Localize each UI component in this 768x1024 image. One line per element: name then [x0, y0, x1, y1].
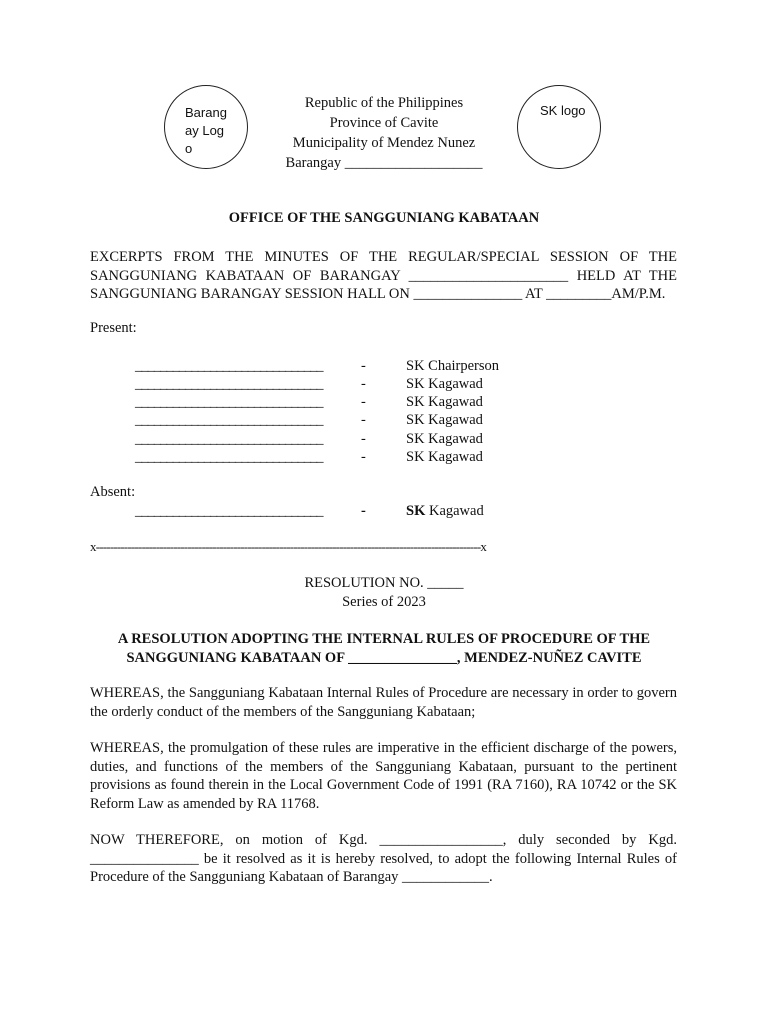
resolution-series: Series of 2023	[342, 594, 426, 610]
signature-line: ______________________________	[135, 431, 323, 447]
header-province: Province of Cavite	[329, 115, 439, 131]
header-republic: Republic of the Philippines	[304, 95, 464, 111]
attendance-dash: -	[361, 503, 366, 519]
header-barangay: Barangay ___________________	[285, 155, 483, 171]
whereas-paragraph-2: WHEREAS, the promulgation of these rules are imperative in the efficient discharge of the powers, duties, and functions of the members of the Sangguniang Kabataan, pursuant to the pertinent provisions as found therein in the Local Government Code of 1991 (RA 7160), RA 10742 or the SK Reform Law as amended by RA 11768.	[90, 740, 677, 812]
signature-line: ______________________________	[135, 449, 323, 465]
absent-row	[0, 503, 768, 521]
signature-line: ______________________________	[135, 503, 323, 519]
absent-position-rest: Kagawad	[425, 503, 484, 519]
signature-line: ______________________________	[135, 412, 323, 428]
barangay-logo-placeholder	[164, 85, 248, 169]
attendance-dash: -	[361, 376, 366, 392]
sk-logo-text: SK logo	[540, 103, 586, 118]
signature-line: ______________________________	[135, 358, 323, 374]
attendance-dash: -	[361, 431, 366, 447]
resolution-title-line1: A RESOLUTION ADOPTING THE INTERNAL RULES OF PROCEDURE OF THE	[117, 631, 651, 647]
attendance-position: SK Kagawad	[406, 449, 483, 465]
attendance-dash: -	[361, 412, 366, 428]
absent-position	[406, 503, 484, 520]
sk-logo-placeholder	[517, 85, 601, 169]
whereas-paragraph-1: WHEREAS, the Sangguniang Kabataan Internal Rules of Procedure are necessary in order to govern the orderly conduct of the members of the Sangguniang Kabataan;	[90, 685, 677, 720]
signature-line: ______________________________	[135, 376, 323, 392]
attendance-row	[0, 358, 768, 376]
resolution-title	[0, 630, 768, 667]
excerpt-paragraph: EXCERPTS FROM THE MINUTES OF THE REGULAR/SPECIAL SESSION OF THE SANGGUNIANG KABATAAN OF BARANGAY ______________________ HELD AT THE SANGGUNIANG BARANGAY SESSION HALL ON _______________ AT _________AM/P.M.	[90, 249, 677, 302]
barangay-logo-text: Barangay Logo	[185, 105, 227, 156]
header-municipality: Municipality of Mendez Nunez	[292, 135, 476, 151]
now-therefore-paragraph: NOW THEREFORE, on motion of Kgd. _________________, duly seconded by Kgd. _______________ be it resolved as it is hereby resolved, to adopt the following Internal Rules of Procedure of the Sangguniang Kabataan of Barangay ____________.	[90, 832, 677, 885]
attendance-dash: -	[361, 449, 366, 465]
attendance-position: SK Kagawad	[406, 412, 483, 428]
absent-position-bold: SK	[406, 503, 426, 519]
resolution-number: RESOLUTION NO. _____	[304, 575, 464, 591]
resolution-title-line2: SANGGUNIANG KABATAAN OF _______________, MENDEZ-NUÑEZ CAVITE	[126, 649, 642, 666]
present-label: Present:	[90, 320, 137, 336]
letterhead	[270, 93, 498, 173]
office-title: OFFICE OF THE SANGGUNIANG KABATAAN	[228, 210, 540, 226]
attendance-position: SK Kagawad	[406, 376, 483, 392]
attendance-dash: -	[361, 394, 366, 410]
attendance-dash: -	[361, 358, 366, 374]
attendance-position: SK Kagawad	[406, 431, 483, 447]
attendance-row	[0, 394, 768, 412]
absent-label: Absent:	[90, 484, 136, 500]
attendance-position: SK Chairperson	[406, 358, 500, 374]
attendance-row	[0, 449, 768, 467]
attendance-row	[0, 376, 768, 394]
attendance-row	[0, 412, 768, 430]
attendance-row	[0, 431, 768, 449]
attendance-position: SK Kagawad	[406, 394, 483, 410]
section-divider: x-------------------------------------------------------------------------------------------------------------x	[90, 539, 487, 554]
signature-line: ______________________________	[135, 394, 323, 410]
